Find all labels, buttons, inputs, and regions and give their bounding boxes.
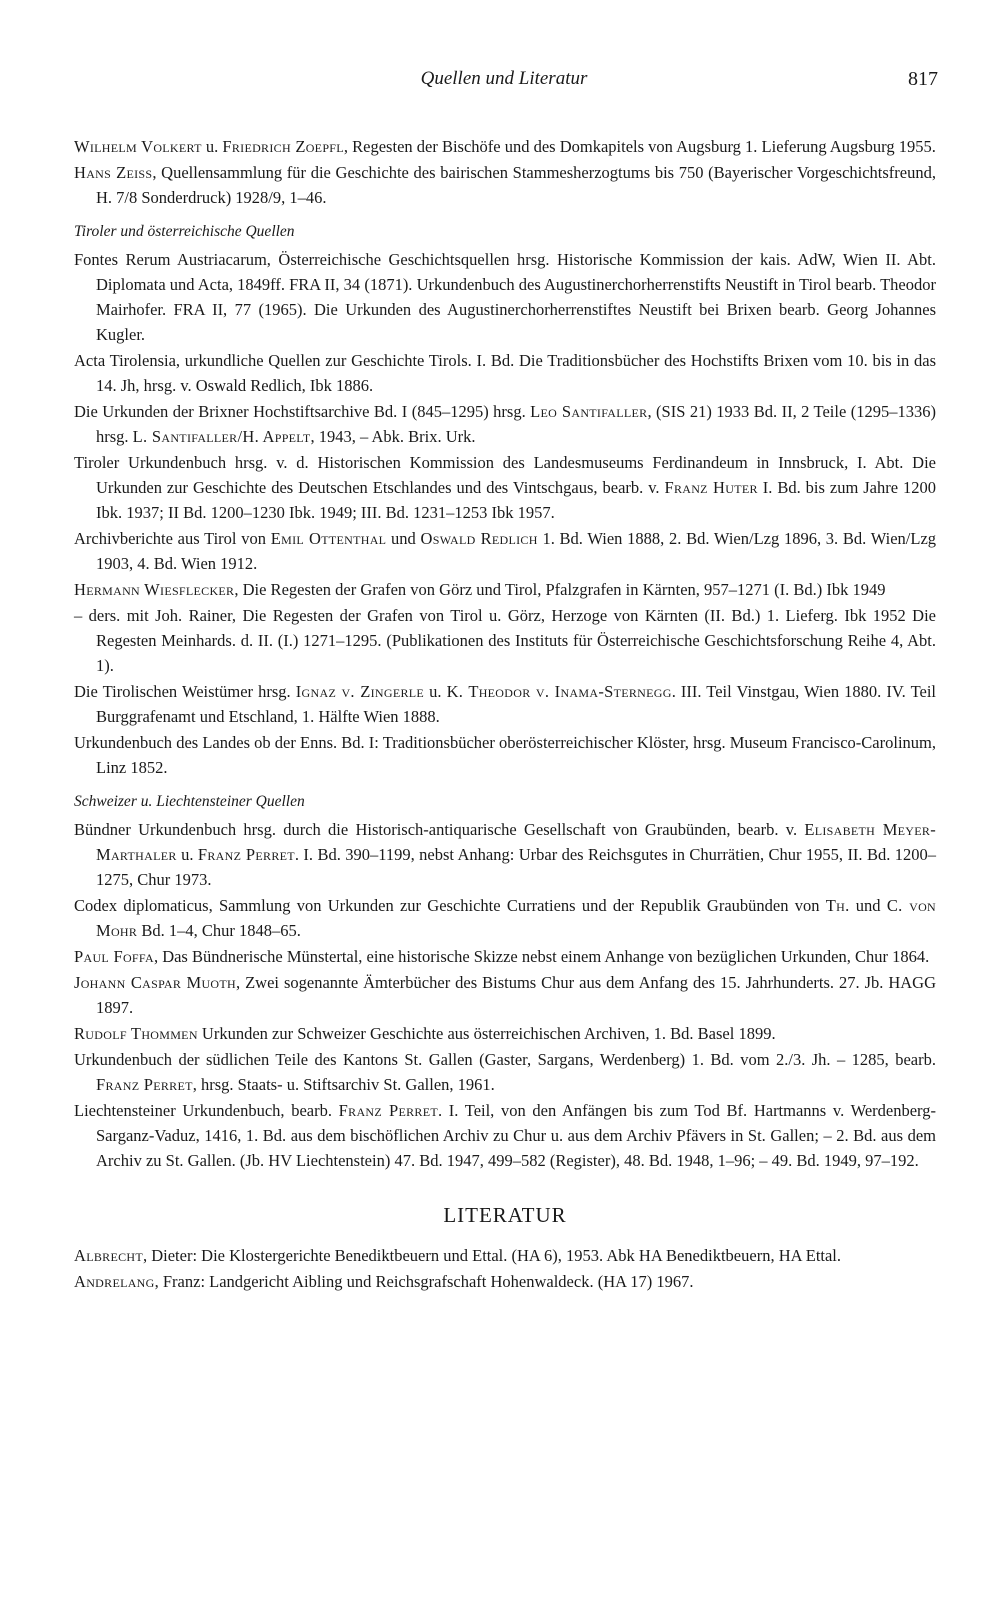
bib-entry: Urkundenbuch des Landes ob der Enns. Bd. I: Traditionsbücher oberösterreichischer Klöster, hrsg. Museum Francisco-Carolinum, Linz 1852. [74,733,936,777]
author-name: Elisabeth Meyer-Marthaler [96,820,936,864]
entry-text: Bd. 1–4, Chur 1848–65. [137,921,301,940]
bib-entry [74,1047,936,1097]
entry-text: Tiroler Urkundenbuch hrsg. v. d. Historischen Kommission des Landesmuseums Ferdinandeum in Innsbruck, I. Abt. Die Urkunden zur Geschichte des Deutschen Etschlandes und des Vintschgaus, bearb. v. [74,453,936,497]
section-title: LITERATUR [443,1203,567,1227]
entry-text: , Franz: Landgericht Aibling und Reichsgrafschaft Hohenwaldeck. (HA 17) 1967. [154,1272,694,1291]
author-name: Franz Perret [96,1075,193,1094]
entry-text: . I. Bd. 390–1199, nebst Anhang: Urbar des Reichsgutes in Churrätien, Chur 1955, II. Bd. 1200–1275, Chur 1973. [96,845,937,889]
bib-entry [74,817,936,892]
entry-text: , 1943, – Abk. Brix. Urk. [310,427,476,446]
author-name: Hans Zeiss [74,163,153,182]
entry-text: Bündner Urkundenbuch hrsg. durch die Historisch-antiquarische Gesellschaft von Graubünden, bearb. v. [74,820,805,839]
running-head [70,66,938,94]
section-subheading: Schweizer u. Liechtensteiner Quellen [74,793,305,810]
bib-entry: – ders. mit Joh. Rainer, Die Regesten der Grafen von Tirol u. Görz, Herzoge von Kärnten (II. Bd.) 1. Lieferg. Ibk 1952 Die Regesten Meinhards. d. II. (I.) 1271–1295. (Publikationen des Instituts für Österreichische Geschichtsforschung Reihe 4, Abt. 1). [74,606,936,675]
entry-text: . I. Teil, von den Anfängen bis zum Tod Bf. Hartmanns v. Werdenberg-Sarganz-Vaduz, 1416, 1. Bd. aus dem bischöflichen Archiv zu Chur u. aus dem Archiv Pfävers in St. Gallen; – 2. Bd. aus dem Archiv zu St. Gallen. (Jb. HV Liechtenstein) 47. Bd. 1947, 499–582 (Register), 48. Bd. 1948, 1–96; – 49. Bd. 1949, 97–192. [96,1101,936,1170]
author-name: Andrelang [74,1272,155,1291]
entry-text: , Dieter: Die Klostergerichte Benediktbeuern und Ettal. (HA 6), 1953. Abk HA Benediktbeuern, HA Ettal. [142,1246,842,1265]
author-name: Johann Caspar Muoth [74,973,236,992]
author-name: Franz Huter [664,478,758,497]
entry-text: , Die Regesten der Grafen von Görz und Tirol, Pfalzgrafen in Kärnten, 957–1271 (I. Bd.) Ibk 1949 [234,580,886,599]
bib-entry [74,1269,936,1294]
bib-entry [74,970,936,1020]
entry-text: Archivberichte aus Tirol von [74,529,271,548]
entry-text: Urkundenbuch der südlichen Teile des Kantons St. Gallen (Gaster, Sargans, Werdenberg) 1. Bd. vom 2./3. Jh. – 1285, bearb. [74,1050,936,1069]
bib-entry [74,893,936,943]
bib-entry [74,577,936,602]
bib-entry [74,679,936,729]
bib-entry [74,526,936,576]
entry-text: I. Bd. bis zum Jahre 1200 Ibk. 1937; II Bd. 1200–1230 Ibk. 1949; III. Bd. 1231–1253 Ibk 1957. [96,478,936,522]
author-name: Albrecht [74,1246,143,1265]
entry-text: , Quellensammlung für die Geschichte des bairischen Stammesherzogtums bis 750 (Bayerischer Vorgeschichtsfreund, H. 7/8 Sonderdruck) 1928/9, 1–46. [96,163,936,207]
author-name: Ignaz v. Zingerle [295,682,425,701]
entry-text: Liechtensteiner Urkundenbuch, bearb. [74,1101,339,1120]
author-name: Franz Perret [338,1101,438,1120]
author-name: Paul Foffa [74,947,154,966]
author-name: Friedrich Zoepfl [222,137,344,156]
entry-text: 1. Bd. Wien 1888, 2. Bd. Wien/Lzg 1896, 3. Bd. Wien/Lzg 1903, 4. Bd. Wien 1912. [96,529,937,573]
bib-entry [74,1243,936,1268]
section-subheading: Tiroler und österreichische Quellen [74,223,295,240]
entry-text: , Zwei sogenannte Ämterbücher des Bistums Chur aus dem Anfang des 15. Jahrhunderts. 27. Jb. HAGG 1897. [96,973,936,1017]
entry-text: Codex diplomaticus, Sammlung von Urkunden zur Geschichte Curratiens und der Republik Graubünden von [74,896,826,915]
entry-text: , Das Bündnerische Münstertal, eine historische Skizze nebst einem Anhange von bezüglichen Urkunden, Chur 1864. [153,947,930,966]
entry-text: , Regesten der Bischöfe und des Domkapitels von Augsburg 1. Lieferung Augsburg 1955. [343,137,936,156]
entry-text: und [849,896,887,915]
author-name: Oswald Redlich [420,529,538,548]
author-name: L. Santifaller/H. Appelt [132,427,311,446]
author-name: Rudolf Thommen [74,1024,198,1043]
entry-text: . III. Teil Vinstgau, Wien 1880. IV. Teil Burggrafenamt und Etschland, 1. Hälfte Wien 1888. [96,682,937,726]
entry-text: , (SIS 21) 1933 Bd. II, 2 Teile (1295–1336) hrsg. [96,402,936,446]
bib-entry: Fontes Rerum Austriacarum, Österreichische Geschichtsquellen hrsg. Historische Kommission der kais. AdW, Wien II. Abt. Diplomata und Acta, 1849ff. FRA II, 34 (1871). Urkundenbuch des Augustinerchorherrenstifts Neustift in Tirol bearb. Theodor Mairhofer. FRA II, 77 (1965). Die Urkunden des Augustinerchorherrenstiftes Neustift bei Brixen bearb. Georg Johannes Kugler. [74,250,936,344]
entry-text: Urkunden zur Schweizer Geschichte aus österreichischen Archiven, 1. Bd. Basel 1899. [197,1024,776,1043]
bib-entry [74,399,936,449]
entry-text: u. [176,845,198,864]
bib-entry: Acta Tirolensia, urkundliche Quellen zur Geschichte Tirols. I. Bd. Die Traditionsbücher des Hochstifts Brixen vom 10. bis in das 14. Jh, hrsg. v. Oswald Redlich, Ibk 1886. [74,351,936,395]
entry-text: und [386,529,421,548]
author-name: Emil Ottenthal [270,529,387,548]
bib-entry [74,134,936,159]
bib-entry [74,450,936,525]
author-name: Franz Perret [197,845,295,864]
bib-entry [74,160,936,210]
bib-entry [74,1098,936,1173]
page-number: 817 [908,68,938,90]
bib-entry [74,944,936,969]
author-name: K. Theodor v. Inama-Sternegg [446,682,672,701]
entry-text: u. [424,682,447,701]
entry-text: Die Urkunden der Brixner Hochstiftsarchive Bd. I (845–1295) hrsg. [74,402,531,421]
author-name: Th. [825,896,850,915]
author-name: Hermann Wiesflecker [74,580,235,599]
entry-text: u. [201,137,223,156]
entry-text: , hrsg. Staats- u. Stiftsarchiv St. Gallen, 1961. [192,1075,495,1094]
author-name: Leo Santifaller [530,402,648,421]
entry-text: Die Tirolischen Weistümer hrsg. [74,682,296,701]
author-name: C. von Mohr [96,896,936,940]
running-head-title: Quellen und Literatur [420,68,588,89]
author-name: Wilhelm Volkert [74,137,202,156]
bib-entry [74,1021,936,1046]
text-column [74,134,936,1295]
